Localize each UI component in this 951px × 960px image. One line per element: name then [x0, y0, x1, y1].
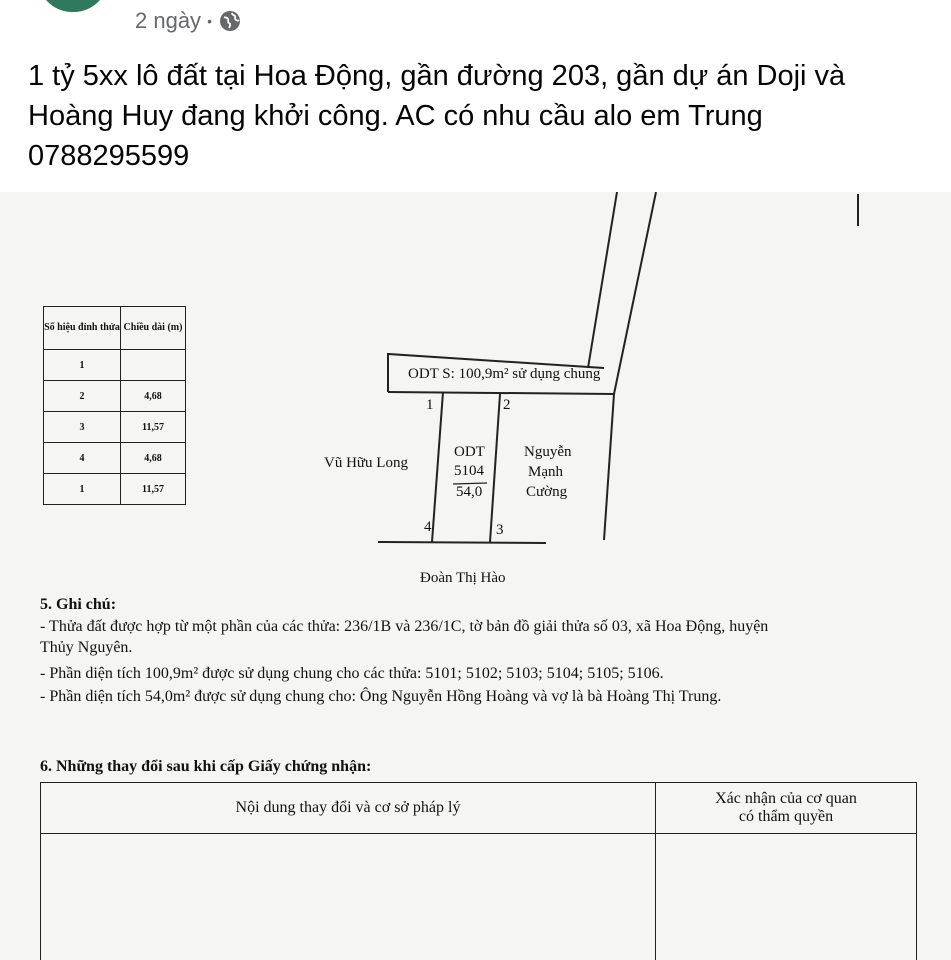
changes-empty-cell — [41, 834, 656, 960]
parcel-number: 5104 — [454, 463, 484, 479]
vertex-2-label: 2 — [503, 397, 511, 413]
length-table — [43, 306, 186, 505]
notes-title: 5. Ghi chú: — [40, 596, 117, 613]
length-table-header: Chiều dài (m) — [121, 307, 186, 350]
west-owner-label: Vũ Hữu Long — [324, 455, 408, 471]
post-meta — [135, 8, 242, 34]
length-cell: 11,57 — [121, 474, 186, 505]
table-row — [44, 443, 186, 474]
length-cell: 4,68 — [121, 381, 186, 412]
east-owner-label: Nguyễn — [524, 444, 572, 460]
vertex-3-label: 3 — [496, 522, 504, 538]
changes-empty-cell — [656, 834, 917, 960]
note-line: Thủy Nguyên. — [40, 639, 133, 656]
vertex-cell: 1 — [44, 350, 121, 381]
vertex-1-label: 1 — [426, 397, 434, 413]
globe-icon[interactable] — [218, 9, 242, 33]
table-row — [44, 350, 186, 381]
changes-col-confirm — [656, 783, 917, 834]
separator: • — [207, 13, 212, 29]
note-line: - Thửa đất được hợp từ một phần của các thửa: 236/1B và 236/1C, tờ bản đồ giải thửa số 03, xã Hoa Động, huyện — [40, 618, 769, 635]
parcel-area: 54,0 — [456, 484, 483, 500]
east-owner-label: Mạnh — [528, 464, 563, 480]
table-row — [41, 834, 917, 960]
changes-col-confirm-line: có thẩm quyền — [738, 808, 834, 825]
vertex-4-label: 4 — [424, 519, 432, 535]
table-row — [44, 474, 186, 505]
avatar[interactable] — [38, 0, 108, 12]
length-cell: 4,68 — [121, 443, 186, 474]
changes-table — [40, 782, 917, 960]
length-cell: 11,57 — [121, 412, 186, 443]
table-row — [44, 381, 186, 412]
length-cell — [121, 350, 186, 381]
changes-col-content: Nội dung thay đổi và cơ sở pháp lý — [41, 783, 656, 834]
post-text: 1 tỷ 5xx lô đất tại Hoa Động, gần đường 203, gần dự án Doji và Hoàng Huy đang khởi công. AC có nhu cầu alo em Trung 0788295599 — [28, 60, 846, 172]
vertex-cell: 4 — [44, 443, 121, 474]
post-time[interactable]: 2 ngày — [135, 8, 202, 33]
south-owner-label: Đoàn Thị Hào — [420, 570, 506, 586]
east-owner-label: Cường — [526, 484, 568, 500]
changes-col-confirm-line: Xác nhận của cơ quan — [715, 790, 857, 807]
table-row — [44, 412, 186, 443]
vertex-cell: 1 — [44, 474, 121, 505]
vertex-cell: 2 — [44, 381, 121, 412]
shared-area-label: ODT S: 100,9m² sử dụng chung — [408, 366, 601, 382]
note-line: - Phần diện tích 100,9m² được sử dụng chung cho các thửa: 5101; 5102; 5103; 5104; 5105; 5106. — [40, 665, 664, 682]
land-certificate-image — [0, 192, 951, 960]
post-header — [0, 0, 951, 192]
vertex-cell: 3 — [44, 412, 121, 443]
land-type-label: ODT — [454, 444, 485, 460]
note-line: - Phần diện tích 54,0m² được sử dụng chung cho: Ông Nguyễn Hồng Hoàng và vợ là bà Hoàng Thị Trung. — [40, 688, 722, 705]
changes-title: 6. Những thay đổi sau khi cấp Giấy chứng nhận: — [40, 758, 372, 775]
length-table-header: Số hiệu đỉnh thửa — [44, 307, 121, 350]
